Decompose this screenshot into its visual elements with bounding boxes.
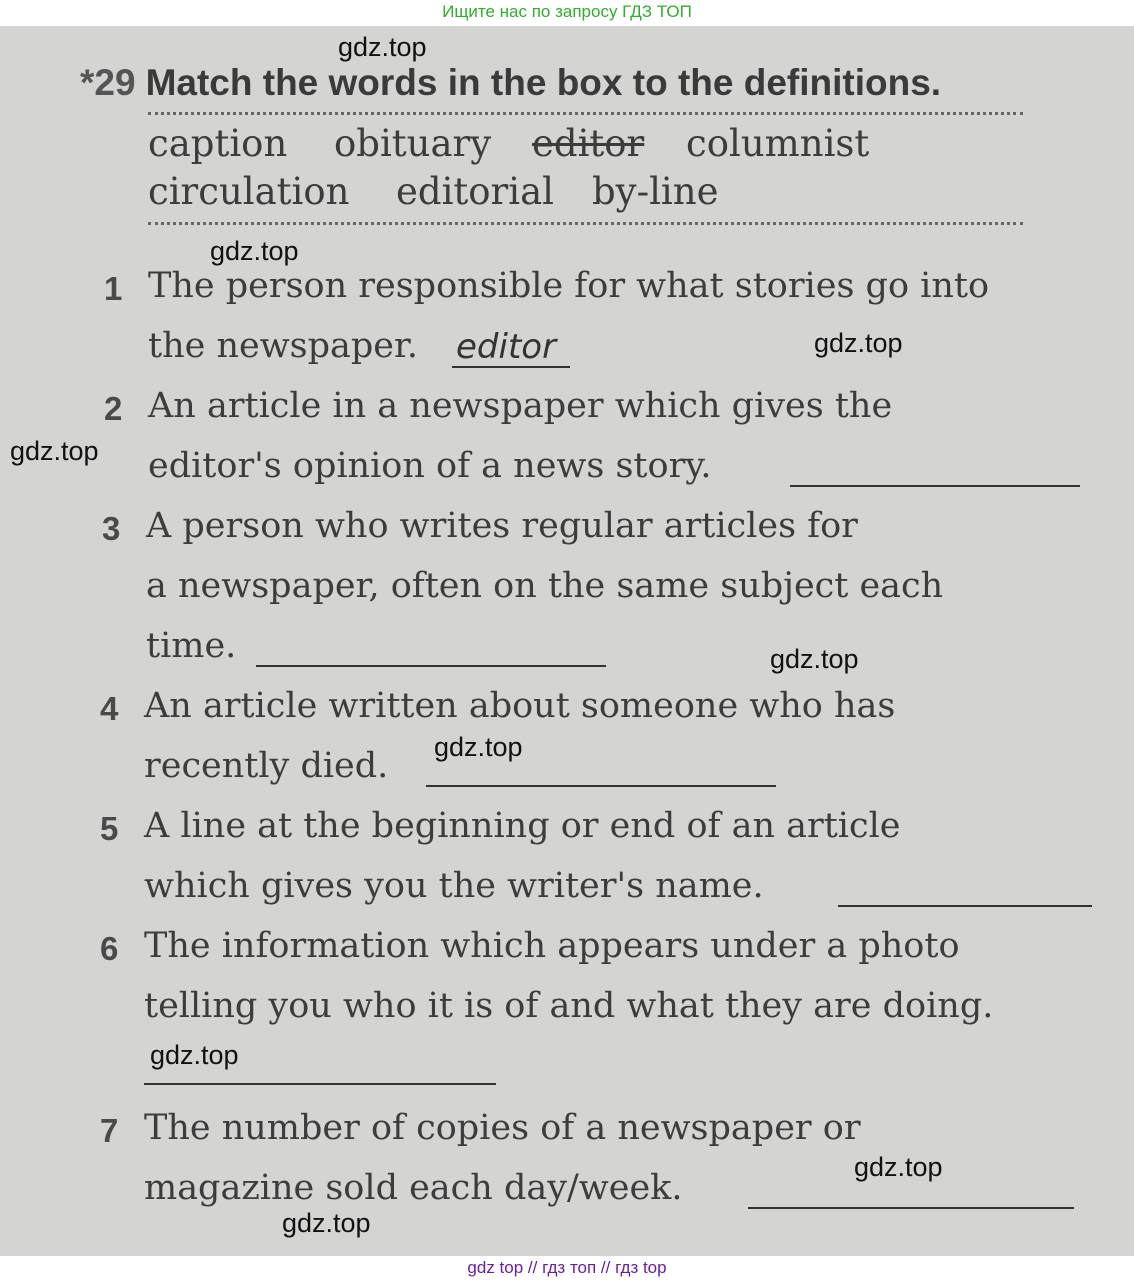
watermark: gdz.top (338, 32, 427, 62)
watermark: gdz.top (770, 644, 859, 674)
question-3-line-2: a newspaper, often on the same subject each (146, 566, 944, 606)
watermark: gdz.top (210, 236, 299, 266)
word-columnist: columnist (686, 122, 870, 165)
question-1-answer[interactable]: editor (452, 328, 570, 368)
question-2-answer-blank[interactable] (790, 484, 1080, 487)
watermark: gdz.top (10, 436, 99, 466)
question-4-line-2: recently died. (144, 746, 389, 786)
question-1-line-2: the newspaper. (148, 326, 419, 366)
top-banner[interactable]: Ищите нас по запросу ГДЗ ТОП (442, 2, 692, 21)
question-6-number: 6 (100, 930, 119, 967)
word-caption: caption (148, 122, 288, 165)
question-6-answer-blank[interactable] (144, 1082, 496, 1085)
question-1-line-1: The person responsible for what stories go into (148, 266, 990, 306)
question-3-line-1: A person who writes regular articles for (146, 506, 858, 546)
bottom-banner[interactable]: gdz top // гдз топ // гдз top (467, 1258, 667, 1277)
question-2-number: 2 (104, 390, 123, 427)
question-6-line-1: The information which appears under a photo (144, 926, 960, 966)
word-editor-struck: editor (532, 122, 645, 165)
exercise-instruction: Match the words in the box to the definitions. (145, 62, 942, 103)
question-3-answer-blank[interactable] (256, 664, 606, 667)
question-4-line-1: An article written about someone who has (144, 686, 896, 726)
watermark: gdz.top (434, 732, 523, 762)
question-3-line-3: time. (146, 626, 237, 666)
question-5-line-2: which gives you the writer's name. (144, 866, 764, 906)
question-2-line-1: An article in a newspaper which gives the (148, 386, 893, 426)
question-6-line-2: telling you who it is of and what they are doing. (144, 986, 994, 1026)
word-box-bottom-border (148, 222, 1023, 225)
question-7-line-2: magazine sold each day/week. (144, 1168, 683, 1208)
question-4-number: 4 (100, 690, 119, 727)
word-circulation: circulation (148, 170, 350, 213)
question-5-number: 5 (100, 810, 119, 847)
question-7-number: 7 (100, 1112, 119, 1149)
question-1-number: 1 (104, 270, 123, 307)
question-7-line-1: The number of copies of a newspaper or (144, 1108, 861, 1148)
exercise-header (80, 62, 941, 104)
word-obituary: obituary (334, 122, 492, 165)
watermark: gdz.top (854, 1152, 943, 1182)
word-editorial: editorial (396, 170, 554, 213)
watermark: gdz.top (814, 328, 903, 358)
question-4-answer-blank[interactable] (426, 784, 776, 787)
word-box-top-border (148, 112, 1023, 115)
watermark: gdz.top (282, 1208, 371, 1238)
question-5-answer-blank[interactable] (838, 904, 1092, 907)
watermark: gdz.top (150, 1040, 239, 1070)
question-5-line-1: A line at the beginning or end of an article (144, 806, 901, 846)
question-3-number: 3 (102, 510, 121, 547)
question-7-answer-blank[interactable] (748, 1206, 1074, 1209)
question-2-line-2: editor's opinion of a news story. (148, 446, 712, 486)
word-by-line: by-line (592, 170, 719, 213)
exercise-number: *29 (80, 62, 136, 103)
